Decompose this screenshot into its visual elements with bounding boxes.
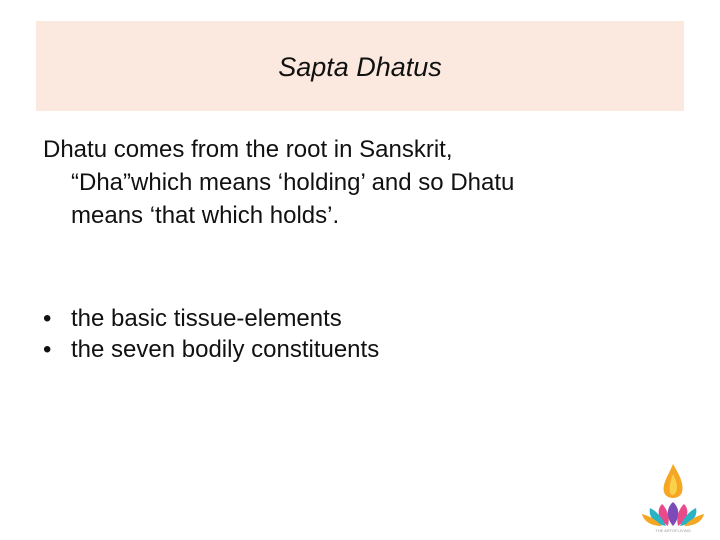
list-item [43, 303, 379, 334]
paragraph-line-3: means ‘that which holds’. [71, 202, 340, 229]
logo-text: THE ARTOFLIVING [655, 528, 691, 533]
slide-body [43, 133, 683, 232]
intro-paragraph [43, 133, 683, 232]
bullet-marker: • [43, 336, 52, 363]
lotus-flame-icon [640, 462, 706, 534]
list-item [43, 334, 379, 365]
title-band [36, 21, 684, 111]
bullet-text: the seven bodily constituents [71, 336, 380, 363]
paragraph-line-1: Dhatu comes from the root in Sanskrit, [43, 136, 453, 163]
bullet-text: the basic tissue-elements [71, 305, 342, 332]
paragraph-line-2: “Dha”which means ‘holding’ and so Dhatu [71, 169, 515, 196]
bullet-list [43, 303, 379, 365]
slide-title: Sapta Dhatus [278, 52, 442, 82]
bullet-marker: • [43, 305, 52, 332]
